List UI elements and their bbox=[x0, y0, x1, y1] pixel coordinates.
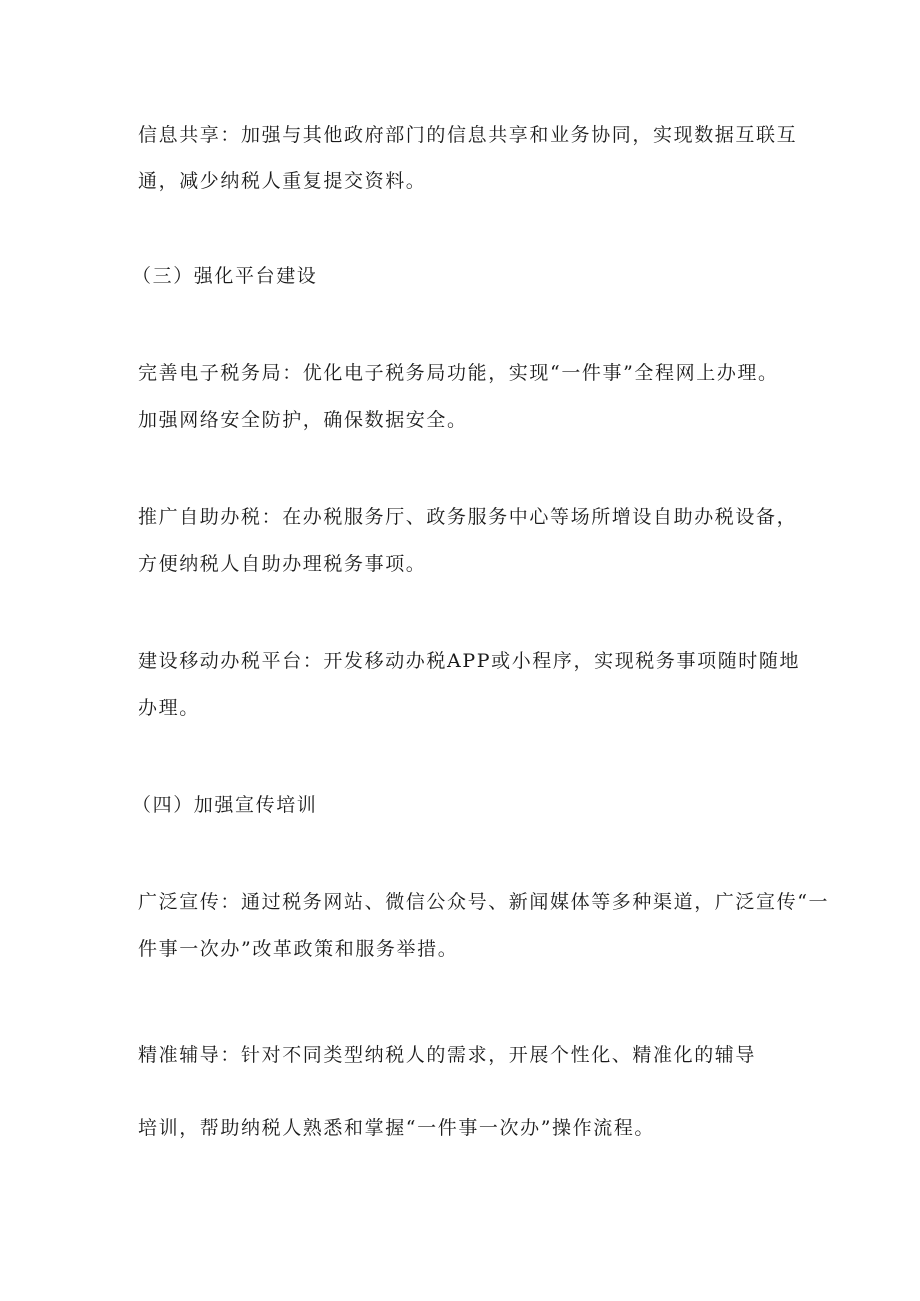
section-heading-publicity: （四）加强宣传培训 bbox=[132, 794, 318, 816]
paragraph-e-tax-bureau-line-1: 完善电子税务局：优化电子税务局功能，实现“一件事”全程网上办理。 bbox=[138, 362, 779, 384]
paragraph-publicity-line-1: 广泛宣传：通过税务网站、微信公众号、新闻媒体等多种渠道，广泛宣传“一 bbox=[138, 891, 830, 913]
paragraph-mobile-platform-line-1: 建设移动办税平台：开发移动办税APP或小程序，实现税务事项随时随地 bbox=[138, 650, 801, 672]
paragraph-self-service-line-1: 推广自助办税：在办税服务厅、政务服务中心等场所增设自助办税设备， bbox=[138, 506, 798, 528]
paragraph-self-service-line-2: 方便纳税人自助办理税务事项。 bbox=[138, 553, 427, 575]
paragraph-info-sharing-line-2: 通，减少纳税人重复提交资料。 bbox=[138, 170, 427, 192]
paragraph-guidance-line-2: 培训，帮助纳税人熟悉和掌握“一件事一次办”操作流程。 bbox=[138, 1117, 656, 1139]
paragraph-info-sharing-line-1: 信息共享：加强与其他政府部门的信息共享和业务协同，实现数据互联互 bbox=[138, 124, 798, 146]
section-heading-platform: （三）强化平台建设 bbox=[132, 265, 318, 287]
paragraph-publicity-line-2: 件事一次办”改革政策和服务举措。 bbox=[138, 938, 459, 960]
paragraph-e-tax-bureau-line-2: 加强网络安全防护，确保数据安全。 bbox=[138, 409, 468, 431]
paragraph-guidance-line-1: 精准辅导：针对不同类型纳税人的需求，开展个性化、精准化的辅导 bbox=[138, 1044, 757, 1066]
paragraph-mobile-platform-line-2: 办理。 bbox=[138, 697, 200, 719]
